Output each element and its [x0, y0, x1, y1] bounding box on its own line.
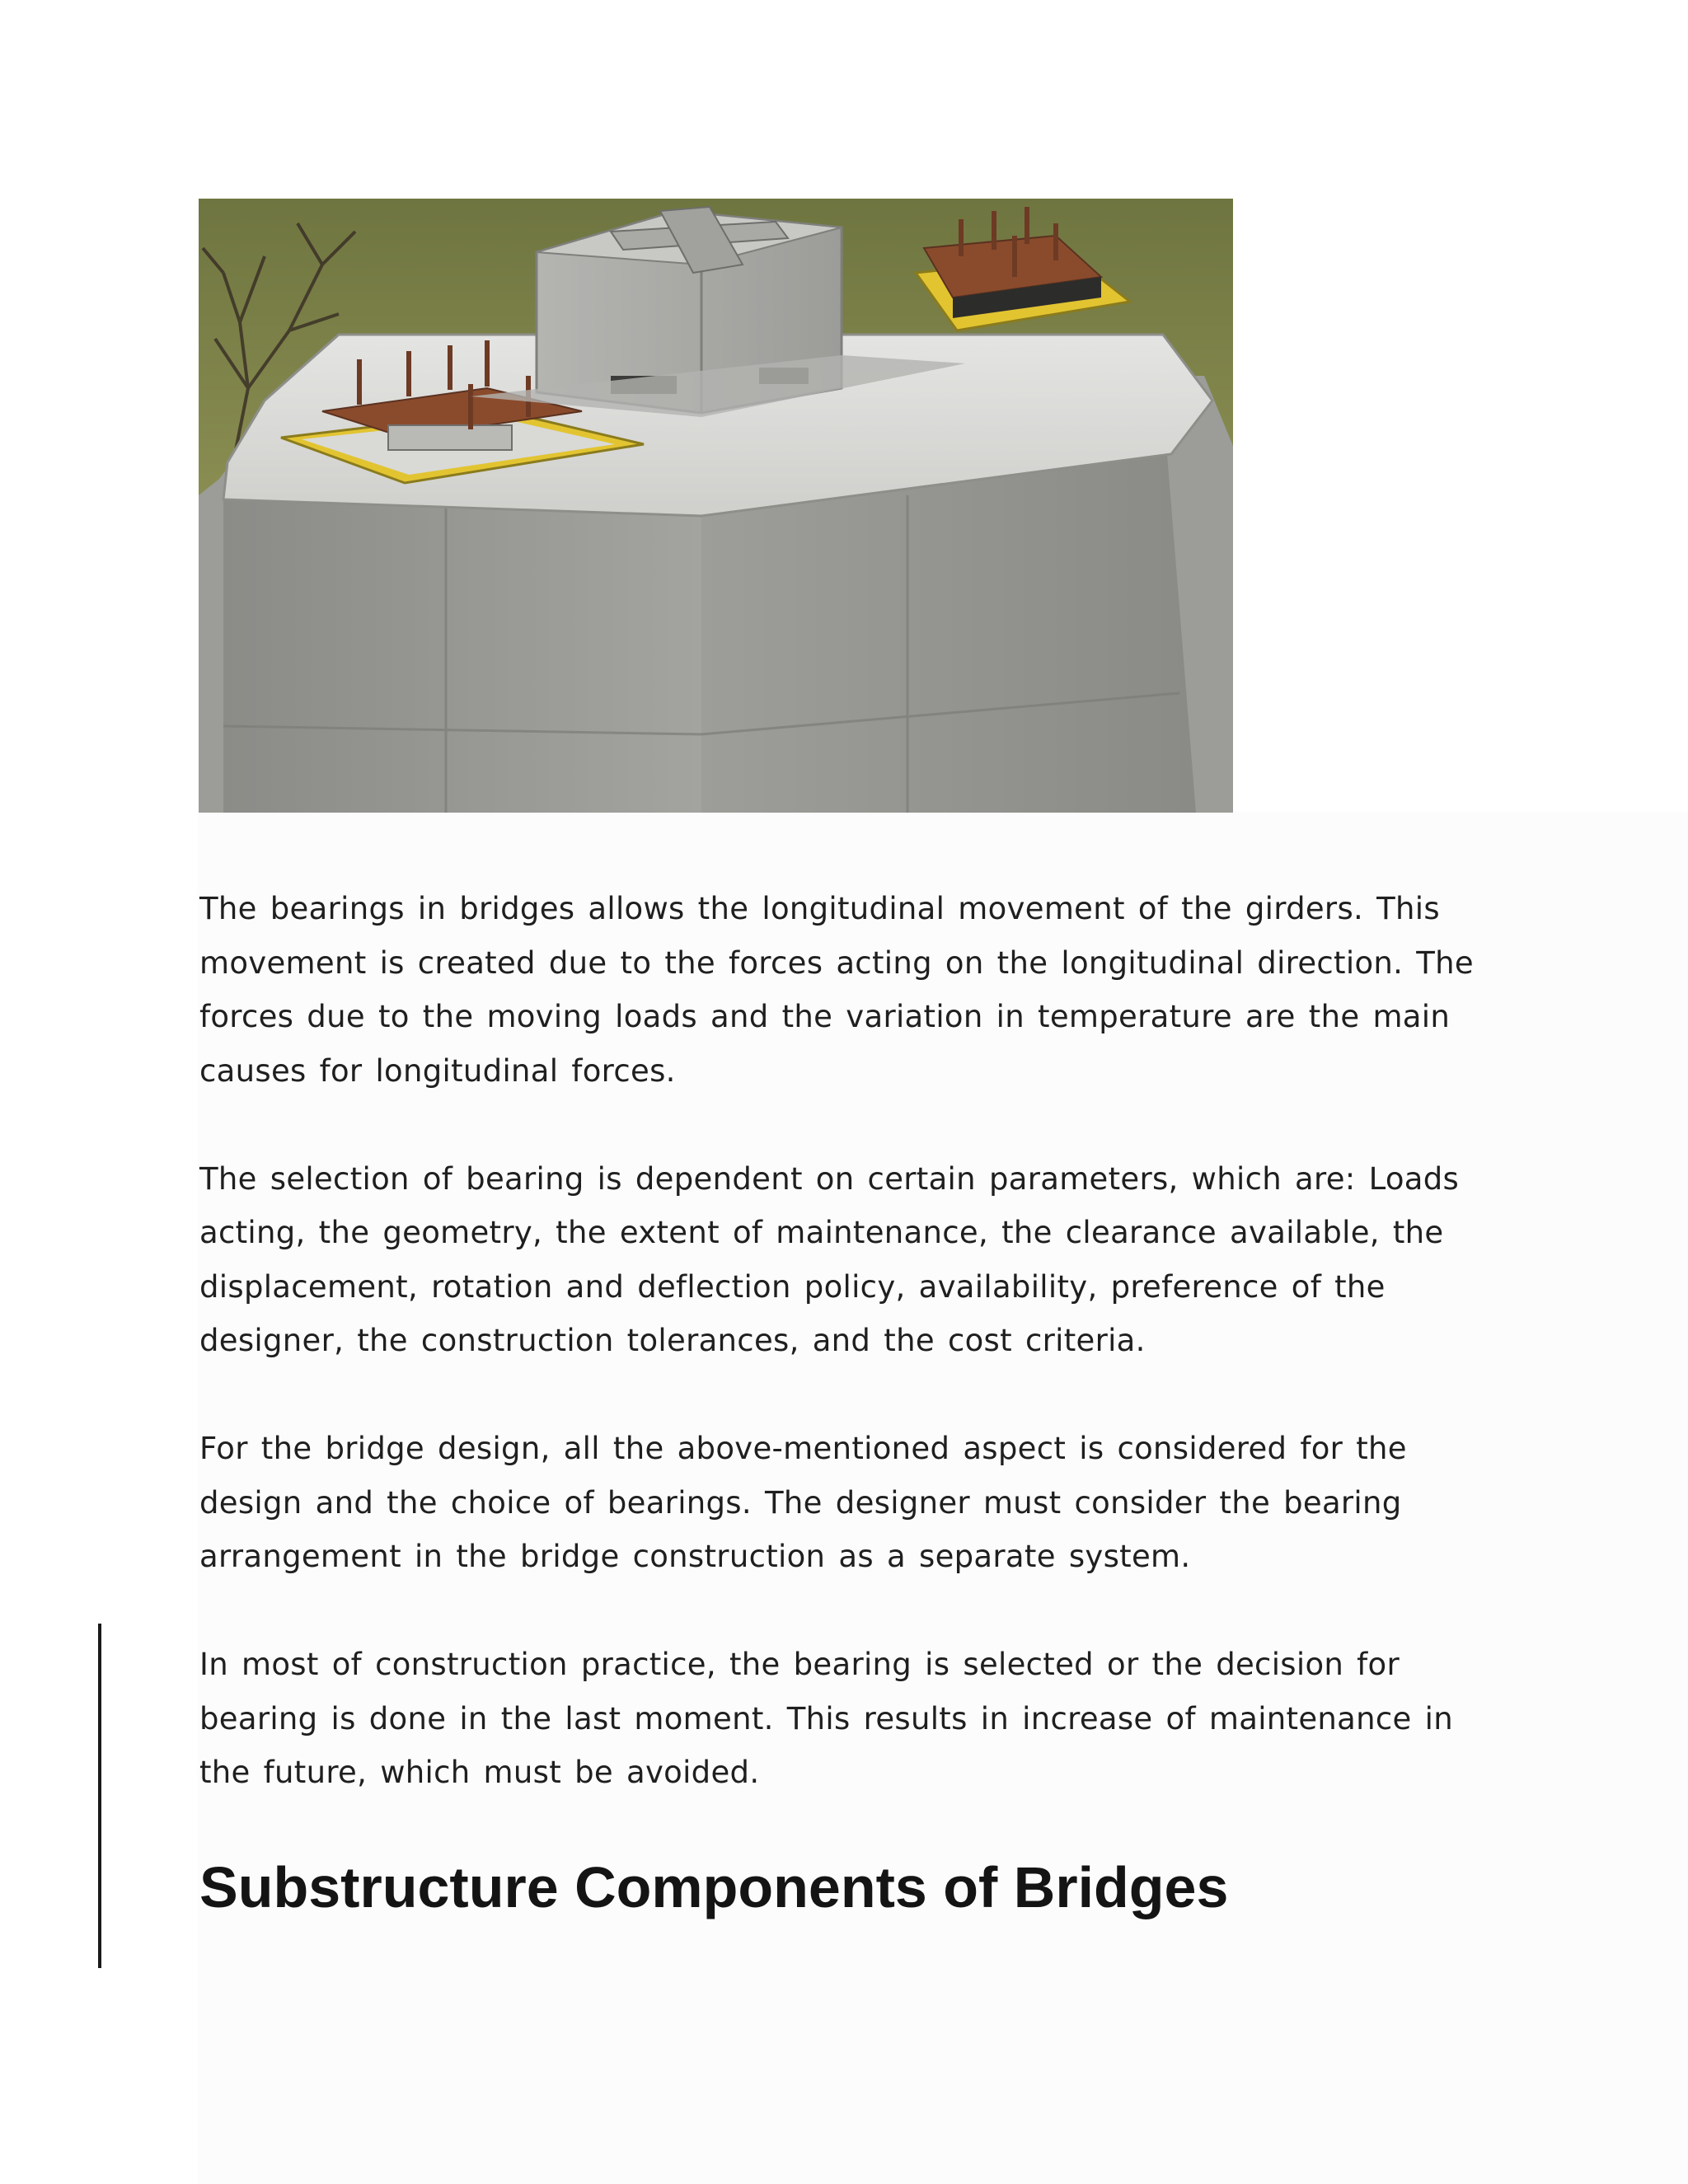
- text-line: the future, which must be avoided.: [199, 1755, 760, 1790]
- paragraph-construction-practice: [199, 1638, 1485, 1800]
- section-heading: Substructure Components of Bridges: [199, 1855, 1229, 1919]
- text-line: The selection of bearing is dependent on certain parameters, which are: Loads: [199, 1160, 1460, 1197]
- text-line: designer, the construction tolerances, and the cost criteria.: [199, 1323, 1146, 1358]
- text-line: forces due to the moving loads and the variation in temperature are the main: [199, 999, 1451, 1034]
- text-line: causes for longitudinal forces.: [199, 1052, 676, 1089]
- margin-vertical-rule: [98, 1624, 101, 1968]
- text-line: bearing is done in the last moment. This results in increase of maintenance in: [199, 1700, 1453, 1736]
- bridge-pier-illustration: [199, 199, 1233, 813]
- text-line: acting, the geometry, the extent of maintenance, the clearance available, the: [199, 1215, 1444, 1250]
- article-body: [199, 882, 1485, 1854]
- text-line: The bearings in bridges allows the longitudinal movement of the girders. This: [199, 891, 1440, 926]
- text-line: design and the choice of bearings. The designer must consider the bearing: [199, 1484, 1402, 1521]
- text-line: displacement, rotation and deflection policy, availability, preference of the: [199, 1268, 1386, 1305]
- text-line: arrangement in the bridge construction as a separate system.: [199, 1539, 1191, 1574]
- text-line: For the bridge design, all the above-mentioned aspect is considered for the: [199, 1431, 1407, 1466]
- paragraph-bearing-movement: [199, 882, 1485, 1098]
- bridge-bearing-photo: [199, 199, 1233, 813]
- text-line: In most of construction practice, the bearing is selected or the decision for: [199, 1647, 1400, 1682]
- text-line: movement is created due to the forces acting on the longitudinal direction. The: [199, 944, 1474, 981]
- paragraph-bearing-selection: [199, 1152, 1485, 1368]
- paragraph-bridge-design: [199, 1422, 1485, 1584]
